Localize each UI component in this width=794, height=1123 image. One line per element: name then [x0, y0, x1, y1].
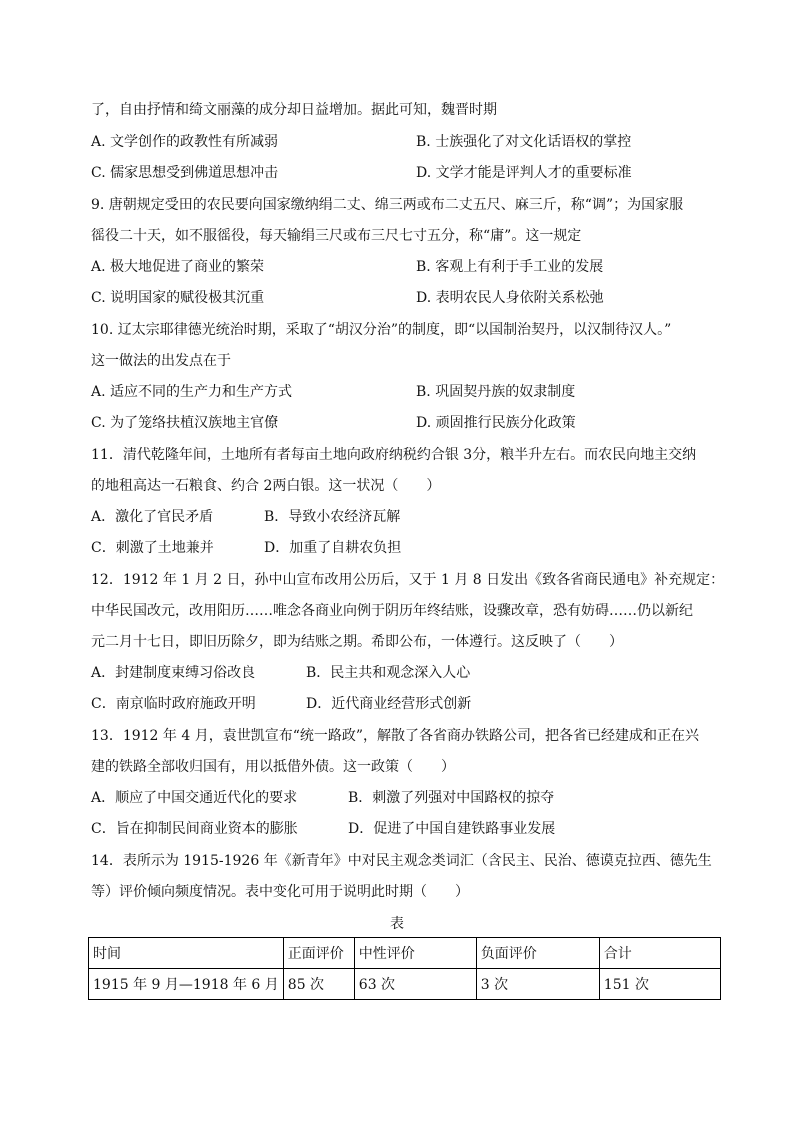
- q14-stem-line-1: 14．表所示为 1915-1926 年《新青年》中对民主观念类词汇（含民主、民治、德谟克拉西、德先生: [91, 853, 712, 869]
- table-cell: 85 次: [283, 969, 354, 1000]
- q9-option-d: D. 表明农民人身依附关系松弛: [416, 290, 604, 306]
- q9-option-c: C. 说明国家的赋役极其沉重: [91, 290, 265, 306]
- table-header-cell: 正面评价: [283, 938, 354, 969]
- q11-stem-line-1: 11．清代乾隆年间，土地所有者每亩土地向政府纳税约合银 3分，粮半升左右。而农民向地主交纳: [91, 447, 697, 463]
- q10-stem-line-1: 10. 辽太宗耶律德光统治时期，采取了“胡汉分治”的制度，即“以国制治契丹，以汉制待汉人。”: [91, 322, 672, 338]
- q13-option-d: D．促进了中国自建铁路事业发展: [348, 821, 556, 837]
- q9-stem-line-2: 徭役二十天，如不服徭役，每天输绢三尺或布三尺七寸五分，称“庸”。这一规定: [91, 228, 582, 244]
- table-cell: 151 次: [599, 969, 720, 1000]
- table-cell: 63 次: [354, 969, 476, 1000]
- q12-option-d: D．近代商业经营形式创新: [306, 696, 472, 712]
- table-header-cell: 中性评价: [354, 938, 476, 969]
- q9-option-a: A. 极大地促进了商业的繁荣: [91, 259, 265, 275]
- q12-option-c: C．南京临时政府施政开明: [91, 696, 256, 712]
- q9-stem-line-1: 9. 唐朝规定受田的农民要向国家缴纳绢二丈、绵三两或布二丈五尺、麻三斤，称“调”；为国家服: [91, 197, 684, 213]
- q8-stem-line: 了，自由抒情和绮文丽藻的成分却日益增加。据此可知，魏晋时期: [91, 102, 497, 118]
- table-header-cell: 合计: [599, 938, 720, 969]
- q8-option-c: C. 儒家思想受到佛道思想冲击: [91, 165, 279, 181]
- q10-option-c: C. 为了笼络扶植汉族地主官僚: [91, 415, 279, 431]
- q13-option-c: C．旨在抑制民间商业资本的膨胀: [91, 821, 298, 837]
- q8-option-a: A. 文学创作的政教性有所减弱: [91, 134, 279, 150]
- q10-stem-line-2: 这一做法的出发点在于: [91, 353, 231, 369]
- table-header-cell: 时间: [89, 938, 284, 969]
- q11-option-b: B．导致小农经济瓦解: [264, 509, 401, 525]
- q10-option-a: A. 适应不同的生产力和生产方式: [91, 384, 293, 400]
- q14-stem-line-2: 等）评价倾向频度情况。表中变化可用于说明此时期（ ）: [91, 884, 469, 900]
- q12-stem-line-3: 元二月十七日，即旧历除夕，即为结账之期。希即公布，一体遵行。这反映了（ ）: [91, 634, 623, 650]
- table-cell: 1915 年 9 月—1918 年 6 月: [89, 969, 284, 1000]
- q11-option-c: C．刺激了土地兼并: [91, 540, 214, 556]
- q12-option-a: A．封建制度束缚习俗改良: [91, 665, 256, 681]
- q10-option-b: B. 巩固契丹族的奴隶制度: [416, 384, 576, 400]
- q12-stem-line-1: 12．1912 年 1 月 2 日，孙中山宣布改用公历后，又于 1 月 8 日发出《致各省商民通电》补充规定：: [91, 572, 725, 588]
- q13-stem-line-1: 13．1912 年 4 月，袁世凯宣布“统一路政”，解散了各省商办铁路公司，把各省已经建成和正在兴: [91, 728, 700, 744]
- table-cell: 3 次: [476, 969, 599, 1000]
- q11-option-a: A．激化了官民矛盾: [91, 509, 214, 525]
- q12-option-b: B．民主共和观念深入人心: [306, 665, 471, 681]
- q12-stem-line-2: 中华民国改元，改用阳历……唯念各商业向例于阴历年终结账，设骤改章，恐有妨碍……仍以新纪: [91, 603, 693, 619]
- q11-option-d: D．加重了自耕农负担: [264, 540, 402, 556]
- evaluation-table: [88, 937, 721, 1000]
- table-caption: 表: [390, 916, 404, 932]
- table-row: [89, 969, 721, 1000]
- q9-option-b: B. 客观上有利于手工业的发展: [416, 259, 604, 275]
- q13-option-a: A．顺应了中国交通近代化的要求: [91, 790, 298, 806]
- q8-option-d: D. 文学才能是评判人才的重要标准: [416, 165, 632, 181]
- q13-stem-line-2: 建的铁路全部收归国有，用以抵借外债。这一政策（ ）: [91, 759, 455, 775]
- q11-stem-line-2: 的地租高达一石粮食、约合 2两白银。这一状况（ ）: [91, 478, 441, 494]
- q10-option-d: D. 顽固推行民族分化政策: [416, 415, 576, 431]
- table-header-cell: 负面评价: [476, 938, 599, 969]
- q13-option-b: B．刺激了列强对中国路权的掠夺: [348, 790, 555, 806]
- q8-option-b: B. 士族强化了对文化话语权的掌控: [416, 134, 632, 150]
- table-header-row: [89, 938, 721, 969]
